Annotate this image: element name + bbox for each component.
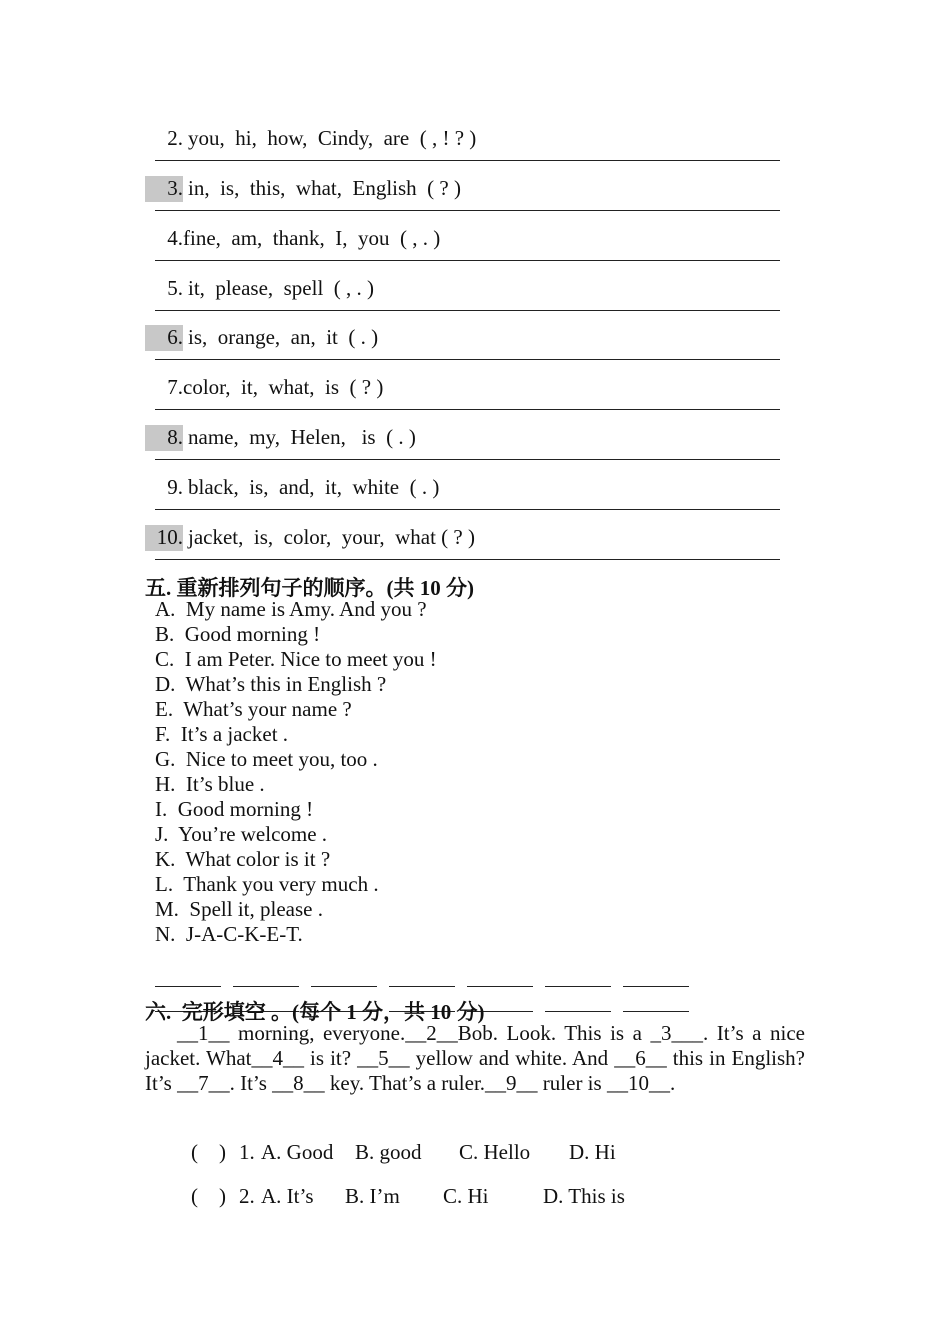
reorder-question-7 — [145, 375, 780, 425]
answer-blanks-row-1 — [155, 968, 715, 993]
question-words: is, orange, an, it ( . ) — [188, 325, 379, 349]
answer-blank[interactable] — [545, 1011, 611, 1012]
answer-blank[interactable] — [623, 986, 689, 987]
option-m: M. Spell it, please . — [155, 897, 323, 921]
answer-blank[interactable] — [623, 1011, 689, 1012]
sentence-options-list — [155, 597, 437, 947]
option-k: K. What color is it ? — [155, 847, 331, 871]
cloze-passage — [145, 1021, 805, 1096]
answer-blank[interactable] — [155, 986, 221, 987]
answer-line[interactable] — [155, 409, 780, 410]
question-words: black, is, and, it, white ( . ) — [188, 475, 440, 499]
reorder-question-4 — [145, 226, 780, 276]
section-6-title: 六. 完形填空 。(每个 1 分，共 10 分) — [145, 1000, 485, 1024]
choice-a: A. Good — [261, 1140, 334, 1164]
answer-blank[interactable] — [233, 986, 299, 987]
answer-line[interactable] — [155, 210, 780, 211]
answer-line[interactable] — [155, 359, 780, 360]
question-words: you, hi, how, Cindy, are ( , ! ? ) — [188, 126, 477, 150]
option-b: B. Good morning ! — [155, 622, 321, 646]
choice-d: D. This is — [543, 1184, 625, 1208]
choice-a: A. It’s — [261, 1184, 314, 1208]
answer-line[interactable] — [155, 310, 780, 311]
reorder-question-9 — [145, 475, 780, 525]
question-number: 8. — [145, 425, 183, 451]
question-words: jacket, is, color, your, what ( ? ) — [188, 525, 475, 549]
answer-line[interactable] — [155, 509, 780, 510]
question-number: 1. — [239, 1140, 255, 1164]
section-5-title: 五. 重新排列句子的顺序。(共 10 分) — [145, 576, 474, 600]
reorder-question-3 — [145, 176, 780, 226]
reorder-question-2 — [145, 126, 780, 176]
question-number: 5. — [167, 276, 183, 300]
option-d: D. What’s this in English ? — [155, 672, 387, 696]
option-c: C. I am Peter. Nice to meet you ! — [155, 647, 437, 671]
answer-line[interactable] — [155, 459, 780, 460]
question-words: fine, am, thank, I, you ( , . ) — [183, 226, 441, 250]
answer-line[interactable] — [155, 260, 780, 261]
answer-blank[interactable] — [467, 986, 533, 987]
option-g: G. Nice to meet you, too . — [155, 747, 378, 771]
question-number: 6. — [145, 325, 183, 351]
question-number: 3. — [145, 176, 183, 202]
question-number: 2. — [239, 1184, 255, 1208]
answer-blank[interactable] — [389, 986, 455, 987]
answer-blank[interactable] — [311, 986, 377, 987]
question-number: 4. — [167, 226, 183, 250]
question-number: 2. — [167, 126, 183, 150]
reorder-question-10 — [145, 525, 780, 575]
reorder-question-5 — [145, 276, 780, 326]
option-i: I. Good morning ! — [155, 797, 314, 821]
question-words: it, please, spell ( , . ) — [188, 276, 375, 300]
option-j: J. You’re welcome . — [155, 822, 328, 846]
option-l: L. Thank you very much . — [155, 872, 379, 896]
choice-c: C. Hello — [459, 1140, 531, 1164]
choice-c: C. Hi — [443, 1184, 489, 1208]
option-n: N. J-A-C-K-E-T. — [155, 922, 303, 946]
answer-line[interactable] — [155, 559, 780, 560]
question-words: in, is, this, what, English ( ? ) — [188, 176, 461, 200]
answer-blank[interactable] — [545, 986, 611, 987]
option-f: F. It’s a jacket . — [155, 722, 289, 746]
choice-d: D. Hi — [569, 1140, 616, 1164]
cloze-passage-text: __1__ morning, everyone.__2__Bob. Look. This is a _3___. It’s a nice jacket. What__4__ is it? __5__ yellow and white. And __6__ this in English? It’s __7__. It’s __8__ key. That’s a ruler.__9__ ruler is __10__. — [145, 1021, 805, 1095]
answer-parentheses[interactable]: ( ) — [191, 1184, 226, 1208]
choice-b: B. I’m — [345, 1184, 400, 1208]
cloze-question-2 — [170, 1159, 625, 1234]
answer-line[interactable] — [155, 160, 780, 161]
question-number: 9. — [167, 475, 183, 499]
answer-parentheses[interactable]: ( ) — [191, 1140, 226, 1164]
choice-b: B. good — [355, 1140, 422, 1164]
question-number: 10. — [145, 525, 183, 551]
question-words: name, my, Helen, is ( . ) — [188, 425, 416, 449]
option-e: E. What’s your name ? — [155, 697, 352, 721]
question-words: color, it, what, is ( ? ) — [183, 375, 384, 399]
option-h: H. It’s blue . — [155, 772, 265, 796]
option-a: A. My name is Amy. And you ? — [155, 597, 427, 621]
reorder-question-6 — [145, 325, 780, 375]
reorder-question-8 — [145, 425, 780, 475]
question-number: 7. — [167, 375, 183, 399]
